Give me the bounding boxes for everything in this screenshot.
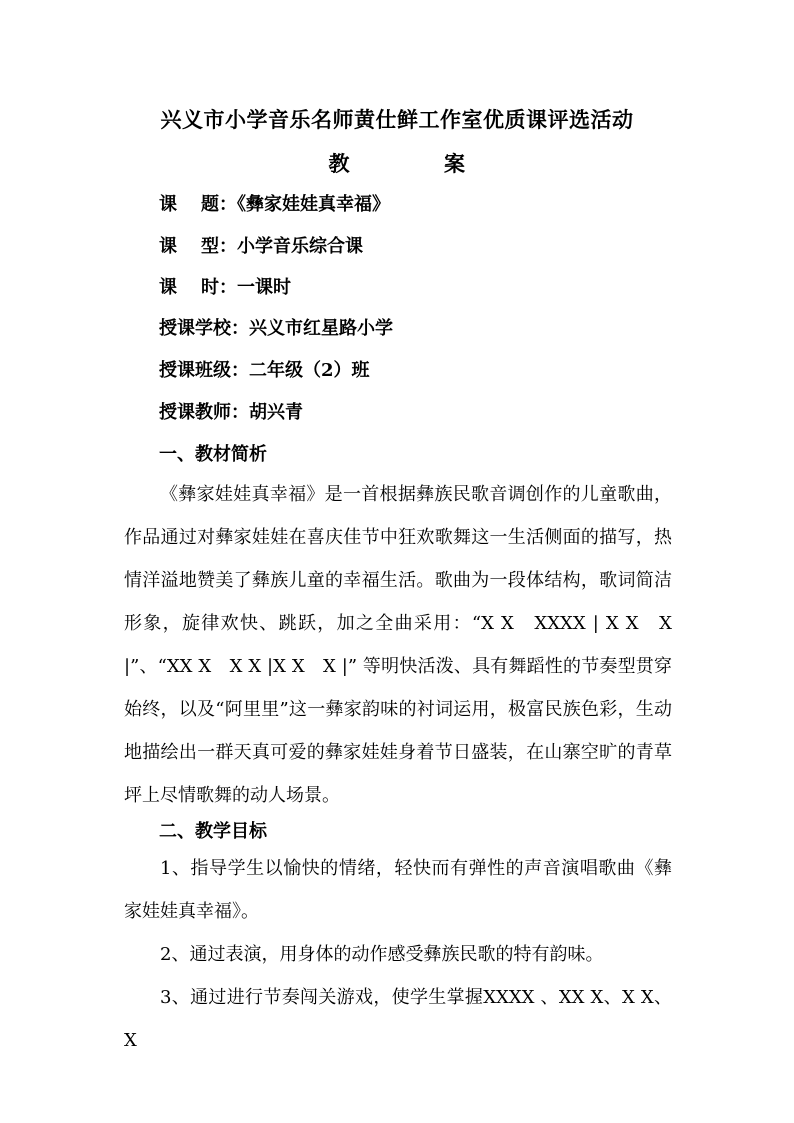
- topic-value: 《彝家娃娃真幸福》: [237, 194, 390, 215]
- goal-item-3: 3、通过进行节奏闯关游戏，使学生掌握XXXX 、XX X、X X、X: [124, 987, 672, 1051]
- subtitle-right: 案: [444, 151, 466, 176]
- type-value: 小学音乐综合课: [237, 236, 363, 257]
- analysis-paragraph: 《彝家娃娃真幸福》是一首根据彝族民歌音调创作的儿童歌曲，作品通过对彝家娃娃在喜庆佳节中狂欢歌舞这一生活侧面的描写，热情洋溢地赞美了彝族儿童的幸福生活。歌曲为一段体结构，歌词简洁形象，旋律欢快、跳跃，加之全曲采用：“X X XXXX | X X X |”、“XX X X X |X X X |” 等明快活泼、具有舞蹈性的节奏型贯穿始终，以及“阿里里”这一彝家韵味的衬词运用，极富民族色彩，生动地描绘出一群天真可爱的彝家娃娃身着节日盛装，在山寨空旷的青草坪上尽情歌舞的动人场景。: [124, 484, 672, 806]
- document-title: 兴义市小学音乐名师黄仕鲜工作室优质课评选活动: [160, 107, 634, 132]
- time-value: 一课时: [237, 277, 291, 298]
- document-subtitle: [0, 148, 794, 178]
- goal-item-1: 1、指导学生以愉快的情绪，轻快而有弹性的声音演唱歌曲《彝家娃娃真幸福》。: [124, 858, 672, 922]
- meta-teacher: 授课教师：胡兴青: [159, 402, 303, 423]
- goal-item-2: 2、通过表演，用身体的动作感受彝族民歌的特有韵味。: [160, 944, 604, 965]
- meta-class: 授课班级：二年级（2）班: [159, 360, 370, 381]
- meta-topic: 课 题：《彝家娃娃真幸福》: [159, 194, 390, 215]
- section-heading-goals: 二、教学目标: [159, 821, 267, 842]
- section-heading-analysis: 一、教材简析: [159, 444, 267, 465]
- meta-time: 课 时：一课时: [159, 277, 291, 298]
- meta-school: 授课学校：兴义市红星路小学: [159, 318, 393, 339]
- meta-type: 课 型：小学音乐综合课: [159, 236, 363, 257]
- subtitle-left: 教: [328, 151, 350, 176]
